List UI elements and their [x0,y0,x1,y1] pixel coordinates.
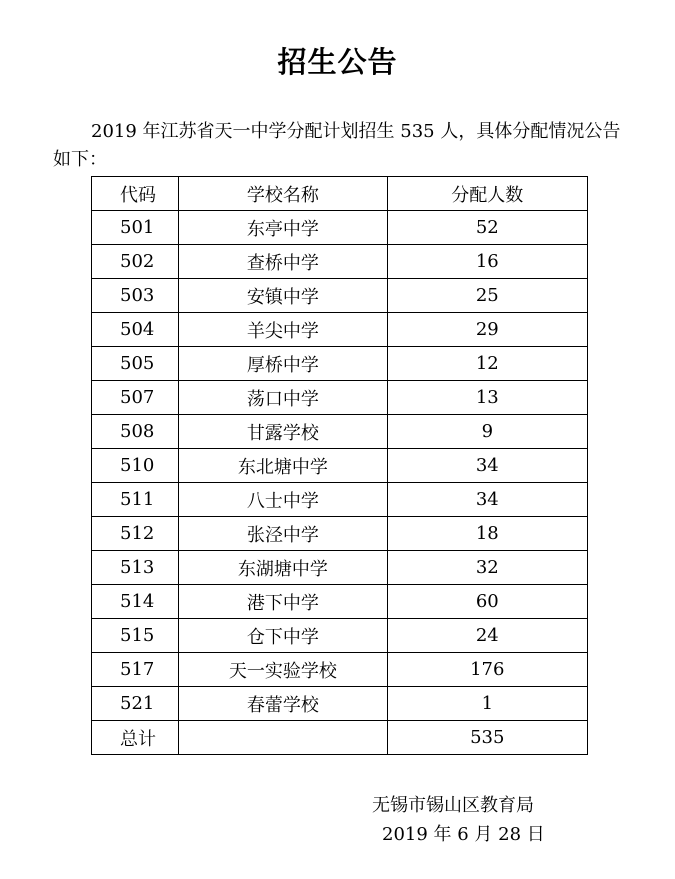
row-count: 32 [387,551,587,585]
table-total-row [92,721,588,755]
row-count: 12 [387,347,587,381]
row-count: 18 [387,517,587,551]
total-label: 总计 [92,721,179,755]
row-code: 502 [92,245,179,279]
row-school-name: 八士中学 [179,483,387,517]
row-count: 60 [387,585,587,619]
row-code: 513 [92,551,179,585]
row-count: 9 [387,415,587,449]
table-row [92,245,588,279]
signature-date: 2019 年 6 月 28 日 [382,824,545,845]
row-code: 508 [92,415,179,449]
header-allocation-count: 分配人数 [387,177,587,211]
row-school-name: 张泾中学 [179,517,387,551]
table-row [92,415,588,449]
row-code: 503 [92,279,179,313]
row-count: 25 [387,279,587,313]
row-school-name: 东北塘中学 [179,449,387,483]
table-row [92,551,588,585]
signature-organization: 无锡市锡山区教育局 [372,795,534,816]
table-row [92,517,588,551]
row-code: 511 [92,483,179,517]
table-row [92,211,588,245]
page-title: 招生公告 [277,45,398,79]
row-school-name: 甘露学校 [179,415,387,449]
row-count: 34 [387,449,587,483]
table-body [92,211,588,755]
table-row [92,585,588,619]
row-code: 521 [92,687,179,721]
row-school-name: 春蕾学校 [179,687,387,721]
row-count: 1 [387,687,587,721]
row-code: 510 [92,449,179,483]
row-code: 507 [92,381,179,415]
row-school-name: 天一实验学校 [179,653,387,687]
table-row [92,279,588,313]
row-school-name: 羊尖中学 [179,313,387,347]
table-header-row [92,177,588,211]
table-row [92,653,588,687]
row-school-name: 东亭中学 [179,211,387,245]
table-row [92,449,588,483]
row-school-name: 东湖塘中学 [179,551,387,585]
allocation-table [91,176,588,755]
row-code: 501 [92,211,179,245]
intro-paragraph: 2019 年江苏省天一中学分配计划招生 535 人，具体分配情况公告如下： [53,121,621,170]
row-school-name: 荡口中学 [179,381,387,415]
table-row [92,619,588,653]
row-code: 517 [92,653,179,687]
row-count: 52 [387,211,587,245]
row-code: 512 [92,517,179,551]
row-count: 13 [387,381,587,415]
row-code: 515 [92,619,179,653]
table-row [92,687,588,721]
header-school-name: 学校名称 [179,177,387,211]
total-school-name [179,721,387,755]
row-school-name: 仓下中学 [179,619,387,653]
row-count: 176 [387,653,587,687]
row-school-name: 港下中学 [179,585,387,619]
row-code: 514 [92,585,179,619]
table-row [92,483,588,517]
table-row [92,347,588,381]
row-count: 34 [387,483,587,517]
row-code: 504 [92,313,179,347]
row-school-name: 厚桥中学 [179,347,387,381]
row-code: 505 [92,347,179,381]
header-code: 代码 [92,177,179,211]
table-row [92,313,588,347]
row-school-name: 安镇中学 [179,279,387,313]
row-school-name: 查桥中学 [179,245,387,279]
row-count: 29 [387,313,587,347]
row-count: 24 [387,619,587,653]
table-row [92,381,588,415]
total-count: 535 [387,721,587,755]
row-count: 16 [387,245,587,279]
